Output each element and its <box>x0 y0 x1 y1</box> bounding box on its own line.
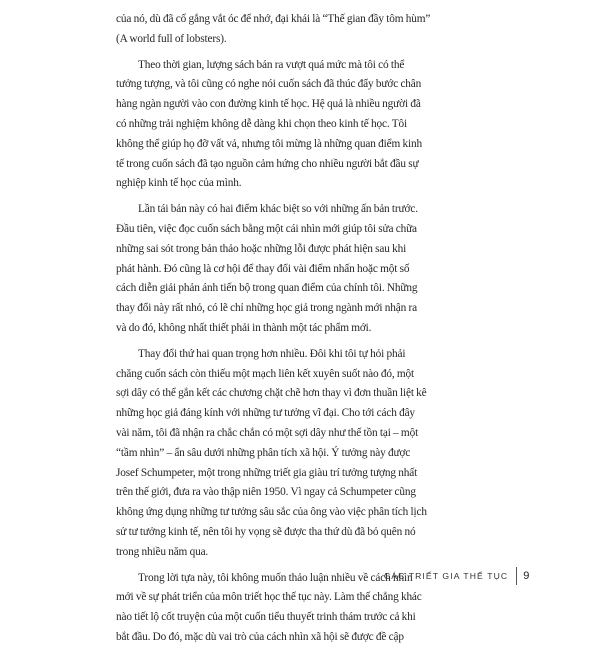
text-line: mới về sự phát triển của môn triết học thế tục này. Làm thế chẳng khác <box>116 591 422 604</box>
text-line: của nó, dù đã cố gắng vắt óc để nhớ, đại khái là “Thế gian đầy tôm hùm” <box>116 13 431 25</box>
paragraph-3 <box>116 200 490 339</box>
text-line: trong nhiều năm qua. <box>116 545 209 558</box>
page-body <box>116 10 490 654</box>
running-head: CÁC TRIẾT GIA THẾ TỤC <box>384 571 509 581</box>
text-line: và do đó, không nhất thiết phải in thành một tác phẩm mới. <box>116 321 372 334</box>
text-line: sử tư tưởng kinh tế, nên tôi hy vọng sẽ được tha thứ dù đã bỏ quên nó <box>116 525 416 538</box>
text-line: có những trải nghiệm không dễ dàng khi chọn theo kinh tế học. Tôi <box>116 117 407 130</box>
text-line: chăng cuốn sách còn thiếu một mạch liên kết xuyên suốt nào đó, một <box>116 367 415 380</box>
text-line: (A world full of lobsters). <box>116 32 227 45</box>
text-line: hàng ngàn người vào con đường kinh tế học. Hệ quả là nhiều người đã <box>116 98 421 111</box>
footer-divider <box>516 567 517 585</box>
text-line: những sai sót trong bản thảo hoặc những lỗi được phát hiện sau khi <box>116 242 407 255</box>
text-line: thay đổi này rất nhỏ, có lẽ chỉ những học giả trong ngành mới nhận ra <box>116 302 417 315</box>
page-footer <box>384 566 529 586</box>
paragraph-4 <box>116 345 490 563</box>
text-line: cách diễn giải phản ánh tiến bộ trong quan điểm của chính tôi. Những <box>116 282 418 295</box>
paragraph-2 <box>116 56 490 195</box>
text-line: Thay đổi thứ hai quan trọng hơn nhiều. Đôi khi tôi tự hỏi phải <box>138 347 406 360</box>
text-line: tế trong cuốn sách đã tạo nguồn cảm hứng cho nhiều người bắt đầu sự <box>116 157 419 170</box>
text-line: vài năm, tôi đã nhận ra chắc chắn có một sợi dây như thế tồn tại – một <box>116 426 419 439</box>
text-line: những học giả đáng kính với những tư tưởng vĩ đại. Cho tới cách đây <box>116 407 415 420</box>
paragraph-1 <box>116 10 490 50</box>
text-line: nào tiết lộ cốt truyện của một cuốn tiểu thuyết trinh thám trước cả khi <box>116 611 416 624</box>
text-line: không ứng dụng những tư tưởng sâu sắc của ông vào việc phân tích lịch <box>116 506 427 519</box>
text-line: Josef Schumpeter, một trong những triết gia giàu trí tưởng tượng nhất <box>116 466 418 479</box>
text-line: “tầm nhìn” – ẩn sâu dưới những phân tích xã hội. Ý tưởng này được <box>116 446 411 459</box>
text-line: bắt đầu. Do đó, mặc dù vai trò của cách nhìn xã hội sẽ được đề cập <box>116 630 404 643</box>
text-line: không thể giúp họ đỡ vất vả, nhưng tôi mừng là những quan điểm kinh <box>116 137 422 150</box>
text-line: Trong lời tựa này, tôi không muốn thảo luận nhiều về cách nhìn <box>138 571 413 584</box>
text-line: phát hành. Đó cũng là cơ hội để thay đổi vài điểm nhấn hoặc một số <box>116 262 410 275</box>
text-line: Đầu tiên, việc đọc cuốn sách bằng một cái nhìn mới giúp tôi sửa chữa <box>116 222 417 235</box>
text-line: nghiệp kinh tế học của mình. <box>116 177 242 190</box>
page-number: 9 <box>523 570 530 582</box>
text-line: Theo thời gian, lượng sách bán ra vượt quá mức mà tôi có thể <box>138 58 405 71</box>
text-line: sợi dây có thể gắn kết các chương chặt chẽ hơn thay vì đơn thuần liệt kê <box>116 387 427 400</box>
text-line: Lần tái bản này có hai điểm khác biệt so với những ấn bản trước. <box>138 203 418 216</box>
text-line: tưởng tượng, và tôi cũng có nghe nói cuốn sách đã thúc đẩy bước chân <box>116 78 422 91</box>
text-line: trên thế giới, đưa ra vào thập niên 1950. Vì ngay cả Schumpeter cũng <box>116 486 416 499</box>
